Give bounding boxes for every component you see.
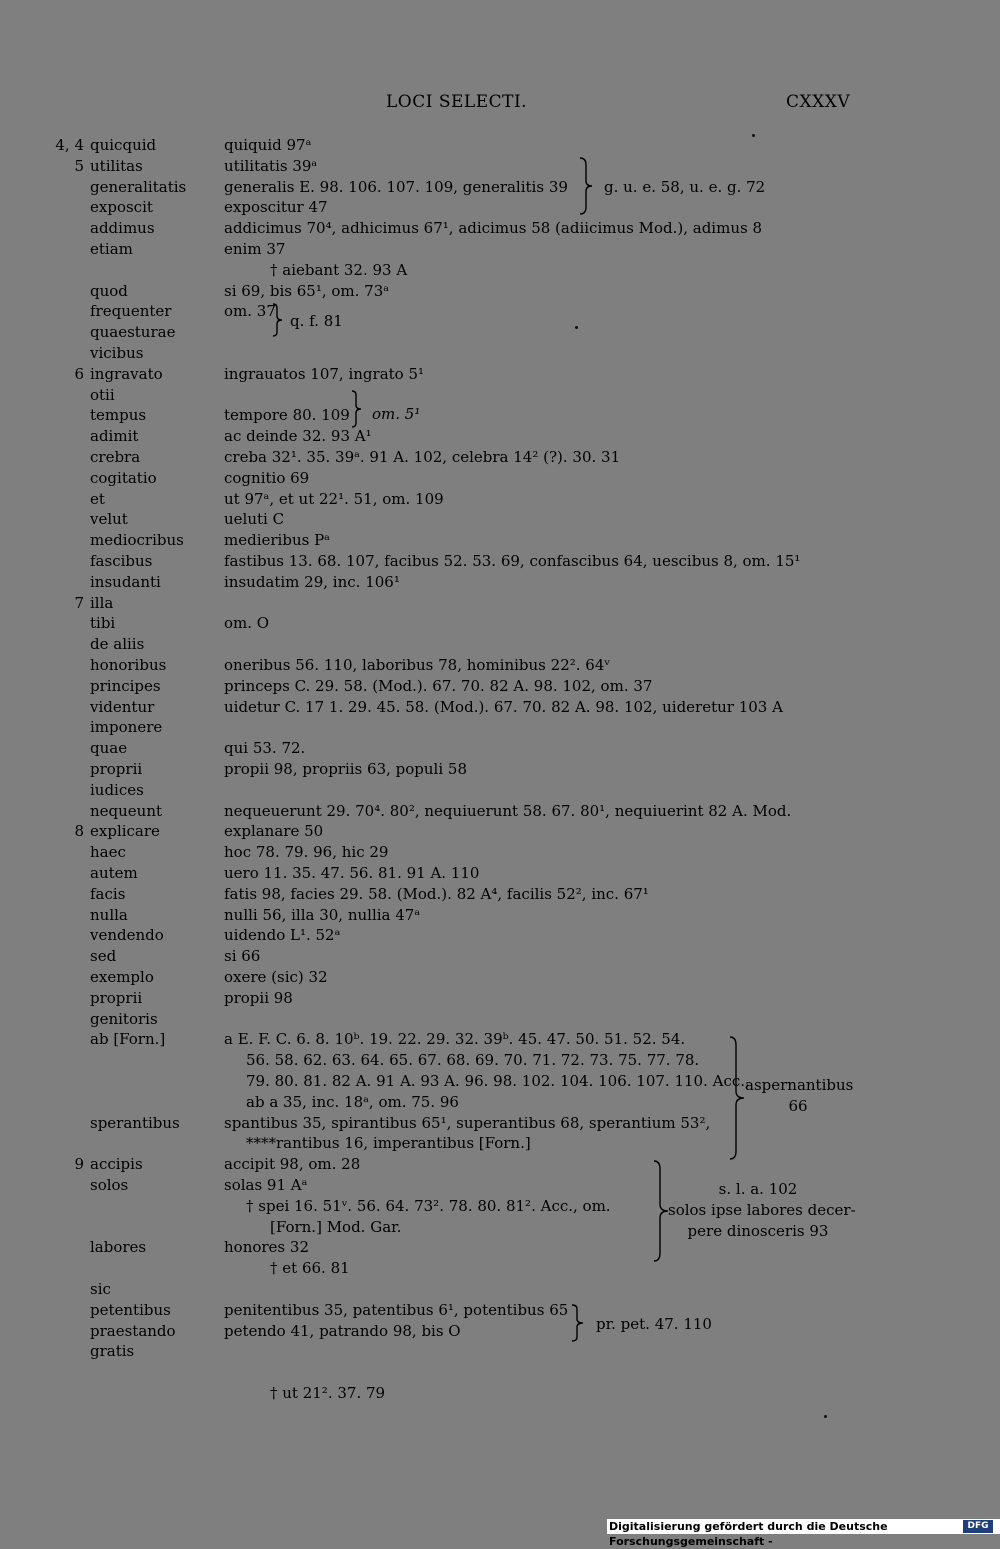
apparatus-row — [0, 801, 1000, 821]
lemma: tibi — [90, 614, 116, 633]
lemma: vendendo — [90, 926, 164, 945]
variant-reading: solas 91 Aᵃ — [224, 1176, 308, 1194]
apparatus-row — [0, 780, 1000, 800]
lemma: nulla — [90, 905, 128, 924]
apparatus-row — [0, 1237, 1000, 1257]
lemma: sic — [90, 1280, 111, 1298]
apparatus-row — [0, 1258, 1000, 1278]
apparatus-row — [0, 447, 1000, 467]
apparatus-row — [0, 697, 1000, 717]
lemma: sperantibus — [90, 1113, 180, 1132]
variant-reading: a E. F. C. 6. 8. 10ᵇ. 19. 22. 29. 32. 39ᵇ. 45. 47. 50. 51. 52. 54. — [224, 1030, 686, 1049]
apparatus-row — [0, 1321, 1000, 1341]
apparatus-row — [0, 489, 1000, 509]
line-number: 7 — [74, 593, 84, 612]
note-frequenter: q. f. 81 — [290, 312, 343, 330]
lemma: facis — [90, 884, 126, 903]
apparatus-row — [0, 717, 1000, 737]
apparatus-row — [0, 593, 1000, 613]
apparatus-row — [0, 426, 1000, 446]
note-solos-labores — [668, 1179, 856, 1242]
line-number: 8 — [74, 822, 84, 841]
apparatus-row — [0, 634, 1000, 654]
variant-reading: uidetur C. 17 1. 29. 45. 58. (Mod.). 67. 70. 82 A. 98. 102, uideretur 103 A — [224, 697, 783, 716]
lemma: adimit — [90, 427, 139, 446]
variant-reading: † ut 21². 37. 79 — [270, 1384, 386, 1402]
apparatus-row — [0, 613, 1000, 633]
variant-reading: explanare 50 — [224, 822, 324, 841]
lemma: insudanti — [90, 572, 161, 591]
variant-reading: hoc 78. 79. 96, hic 29 — [224, 843, 389, 862]
variant-reading: ****rantibus 16, imperantibus [Forn.] — [246, 1134, 531, 1153]
line-number: 9 — [74, 1155, 84, 1174]
lemma: mediocribus — [90, 531, 184, 550]
variant-reading: exposcitur 47 — [224, 198, 328, 217]
lemma: sed — [90, 947, 117, 966]
lemma: ab [Forn.] — [90, 1030, 166, 1049]
lemma: honoribus — [90, 656, 167, 674]
note-aspernantibus-line1: aspernantibus — [745, 1076, 854, 1094]
apparatus-row — [0, 343, 1000, 363]
apparatus-row — [0, 988, 1000, 1008]
line-number: 6 — [74, 364, 84, 383]
speck — [752, 134, 755, 137]
apparatus-row — [0, 925, 1000, 945]
apparatus-row — [0, 177, 1000, 197]
variant-reading: generalis E. 98. 106. 107. 109, generalitis 39 — [224, 177, 568, 196]
running-title: LOCI SELECTI. — [386, 92, 528, 112]
variant-reading: creba 32¹. 35. 39ᵃ. 91 A. 102, celebra 14² (?). 30. 31 — [224, 448, 621, 466]
lemma: velut — [90, 510, 128, 529]
lemma: videntur — [90, 697, 155, 716]
apparatus-row — [0, 863, 1000, 883]
lemma: etiam — [90, 240, 133, 258]
lemma: quicquid — [90, 136, 157, 154]
variant-reading: petendo 41, patrando 98, bis O — [224, 1321, 461, 1340]
variant-reading: ut 97ᵃ, et ut 22¹. 51, om. 109 — [224, 489, 444, 508]
apparatus-row — [0, 821, 1000, 841]
variant-reading: [Forn.] Mod. Gar. — [270, 1217, 402, 1236]
lemma: exposcit — [90, 198, 153, 217]
variant-reading: insudatim 29, inc. 106¹ — [224, 572, 400, 591]
lemma: frequenter — [90, 302, 172, 321]
apparatus-row — [0, 967, 1000, 987]
brace-utilitas — [577, 157, 597, 215]
variant-reading: quiquid 97ᵃ — [224, 136, 312, 154]
apparatus-row — [0, 218, 1000, 238]
brace-sperantibus — [728, 1036, 748, 1160]
apparatus-row — [0, 1009, 1000, 1029]
line-number: 5 — [74, 156, 84, 175]
lemma: solos — [90, 1176, 129, 1194]
variant-reading: ab a 35, inc. 18ᵃ, om. 75. 96 — [246, 1092, 459, 1111]
lemma: exemplo — [90, 968, 154, 986]
apparatus-row — [0, 530, 1000, 550]
lemma: tempus — [90, 406, 147, 425]
variant-reading: † aiebant 32. 93 A — [270, 260, 408, 279]
note-otii-tempus: om. 5¹ — [372, 405, 421, 423]
note-solos-line3: pere dinosceris 93 — [687, 1222, 829, 1240]
variant-reading: enim 37 — [224, 240, 286, 258]
speck — [575, 326, 578, 329]
apparatus-row — [0, 759, 1000, 779]
lemma: otii — [90, 385, 115, 404]
variant-reading: propii 98, propriis 63, populi 58 — [224, 760, 467, 778]
variant-reading: om. O — [224, 614, 270, 633]
variant-reading: om. 37 — [224, 302, 276, 321]
lemma: utilitas — [90, 156, 143, 175]
dfg-logo: DFG — [963, 1520, 993, 1533]
apparatus-row — [0, 281, 1000, 301]
variant-reading: cognitio 69 — [224, 468, 310, 487]
apparatus-row — [0, 1300, 1000, 1320]
variant-reading: nulli 56, illa 30, nullia 47ᵃ — [224, 905, 421, 924]
brace-frequenter — [271, 303, 285, 337]
apparatus-row — [0, 572, 1000, 592]
line-number: 4, 4 — [55, 136, 84, 154]
variant-reading: † spei 16. 51ᵛ. 56. 64. 73². 78. 80. 81². Acc., om. — [246, 1196, 611, 1215]
apparatus-row — [0, 1154, 1000, 1174]
apparatus-row — [0, 509, 1000, 529]
lemma: fascibus — [90, 552, 153, 570]
lemma: crebra — [90, 448, 141, 466]
apparatus-row — [0, 655, 1000, 675]
lemma: quaesturae — [90, 323, 176, 342]
lemma: imponere — [90, 718, 163, 737]
apparatus-row — [0, 1175, 1000, 1195]
lemma: addimus — [90, 219, 155, 238]
variant-reading: addicimus 70⁴, adhicimus 67¹, adicimus 58 (adiicimus Mod.), adimus 8 — [224, 219, 762, 238]
variant-reading: ueluti C — [224, 510, 285, 529]
apparatus-row — [0, 322, 1000, 342]
variant-reading: ac deinde 32. 93 A¹ — [224, 427, 372, 446]
note-generalitatis: g. u. e. 58, u. e. g. 72 — [604, 178, 766, 196]
apparatus-row — [0, 364, 1000, 384]
variant-reading: fatis 98, facies 29. 58. (Mod.). 82 A⁴, facilis 52², inc. 67¹ — [224, 884, 649, 903]
speck — [824, 1415, 827, 1418]
note-solos-line2: solos ipse labores decer- — [668, 1201, 856, 1219]
lemma: genitoris — [90, 1009, 158, 1028]
lemma: haec — [90, 843, 126, 862]
lemma: petentibus — [90, 1300, 171, 1319]
apparatus-row — [0, 156, 1000, 176]
apparatus-row — [0, 260, 1000, 280]
apparatus-row — [0, 1133, 1000, 1153]
brace-otii — [350, 390, 364, 428]
lemma: gratis — [90, 1342, 135, 1361]
lemma: illa — [90, 593, 114, 612]
apparatus-row — [0, 884, 1000, 904]
variant-reading: si 69, bis 65¹, om. 73ᵃ — [224, 281, 390, 300]
lemma: nequeunt — [90, 801, 163, 820]
lemma: vicibus — [90, 344, 144, 362]
lemma: explicare — [90, 822, 160, 841]
apparatus-row — [0, 1050, 1000, 1070]
apparatus-row — [0, 1362, 1000, 1382]
variant-reading: si 66 — [224, 947, 261, 966]
lemma: de aliis — [90, 635, 145, 654]
variant-reading: oneribus 56. 110, laboribus 78, hominibus 22². 64ᵛ — [224, 656, 610, 674]
apparatus-row — [0, 1341, 1000, 1361]
variant-reading: oxere (sic) 32 — [224, 968, 328, 986]
apparatus-row — [0, 1279, 1000, 1299]
variant-reading: propii 98 — [224, 988, 293, 1007]
variant-reading: penitentibus 35, patentibus 6¹, potentibus 65 — [224, 1300, 569, 1319]
lemma: iudices — [90, 780, 144, 799]
apparatus-row — [0, 842, 1000, 862]
variant-reading: fastibus 13. 68. 107, facibus 52. 53. 69, confascibus 64, uescibus 8, om. 15¹ — [224, 552, 801, 570]
lemma: praestando — [90, 1321, 176, 1340]
lemma: proprii — [90, 760, 143, 778]
apparatus-row — [0, 946, 1000, 966]
variant-reading: princeps C. 29. 58. (Mod.). 67. 70. 82 A. 98. 102, om. 37 — [224, 676, 653, 695]
page-number: CXXXV — [786, 92, 851, 112]
variant-reading: spantibus 35, spirantibus 65¹, superantibus 68, sperantium 53², — [224, 1113, 711, 1132]
variant-reading: ingrauatos 107, ingrato 5¹ — [224, 364, 425, 383]
variant-reading: utilitatis 39ᵃ — [224, 156, 318, 175]
lemma: proprii — [90, 988, 143, 1007]
apparatus-row — [0, 468, 1000, 488]
lemma: quod — [90, 281, 128, 300]
digitization-notice: Digitalisierung gefördert durch die Deutsche Forschungsgemeinschaft - — [607, 1519, 1000, 1534]
lemma: generalitatis — [90, 177, 187, 196]
variant-reading: † et 66. 81 — [270, 1259, 350, 1278]
apparatus-row — [0, 1383, 1000, 1403]
apparatus-row — [0, 1217, 1000, 1237]
note-petentibus: pr. pet. 47. 110 — [596, 1315, 712, 1333]
note-aspernantibus — [745, 1075, 854, 1117]
apparatus-row — [0, 551, 1000, 571]
variant-reading: medieribus Pᵃ — [224, 531, 330, 550]
lemma: quae — [90, 739, 128, 758]
lemma: et — [90, 489, 105, 508]
note-aspernantibus-line2: 66 — [788, 1097, 808, 1115]
lemma: cogitatio — [90, 468, 157, 487]
variant-reading: honores 32 — [224, 1238, 309, 1257]
variant-reading: 56. 58. 62. 63. 64. 65. 67. 68. 69. 70. 71. 72. 73. 75. 77. 78. — [246, 1051, 700, 1070]
lemma: accipis — [90, 1155, 143, 1174]
apparatus-row — [0, 676, 1000, 696]
variant-reading: uero 11. 35. 47. 56. 81. 91 A. 110 — [224, 864, 480, 882]
apparatus-row — [0, 1029, 1000, 1049]
variant-reading: qui 53. 72. — [224, 739, 306, 758]
apparatus-row — [0, 301, 1000, 321]
lemma: ingravato — [90, 364, 163, 383]
variant-reading: tempore 80. 109 — [224, 406, 350, 425]
apparatus-row — [0, 197, 1000, 217]
apparatus-row — [0, 738, 1000, 758]
variant-reading: uidendo L¹. 52ᵃ — [224, 926, 341, 945]
note-solos-line1: s. l. a. 102 — [718, 1180, 798, 1198]
brace-solos — [652, 1160, 672, 1262]
lemma: autem — [90, 864, 138, 882]
apparatus-row — [0, 239, 1000, 259]
lemma: labores — [90, 1238, 147, 1257]
variant-reading: accipit 98, om. 28 — [224, 1155, 361, 1174]
brace-petentibus — [570, 1304, 586, 1342]
apparatus-row — [0, 905, 1000, 925]
apparatus-row — [0, 135, 1000, 155]
variant-reading: nequeuerunt 29. 70⁴. 80², nequiuerunt 58. 67. 80¹, nequiuerint 82 A. Mod. — [224, 801, 792, 820]
lemma: principes — [90, 676, 161, 695]
variant-reading: 79. 80. 81. 82 A. 91 A. 93 A. 96. 98. 102. 104. 106. 107. 110. Acc., — [246, 1072, 750, 1090]
apparatus-row — [0, 385, 1000, 405]
apparatus-row — [0, 405, 1000, 425]
